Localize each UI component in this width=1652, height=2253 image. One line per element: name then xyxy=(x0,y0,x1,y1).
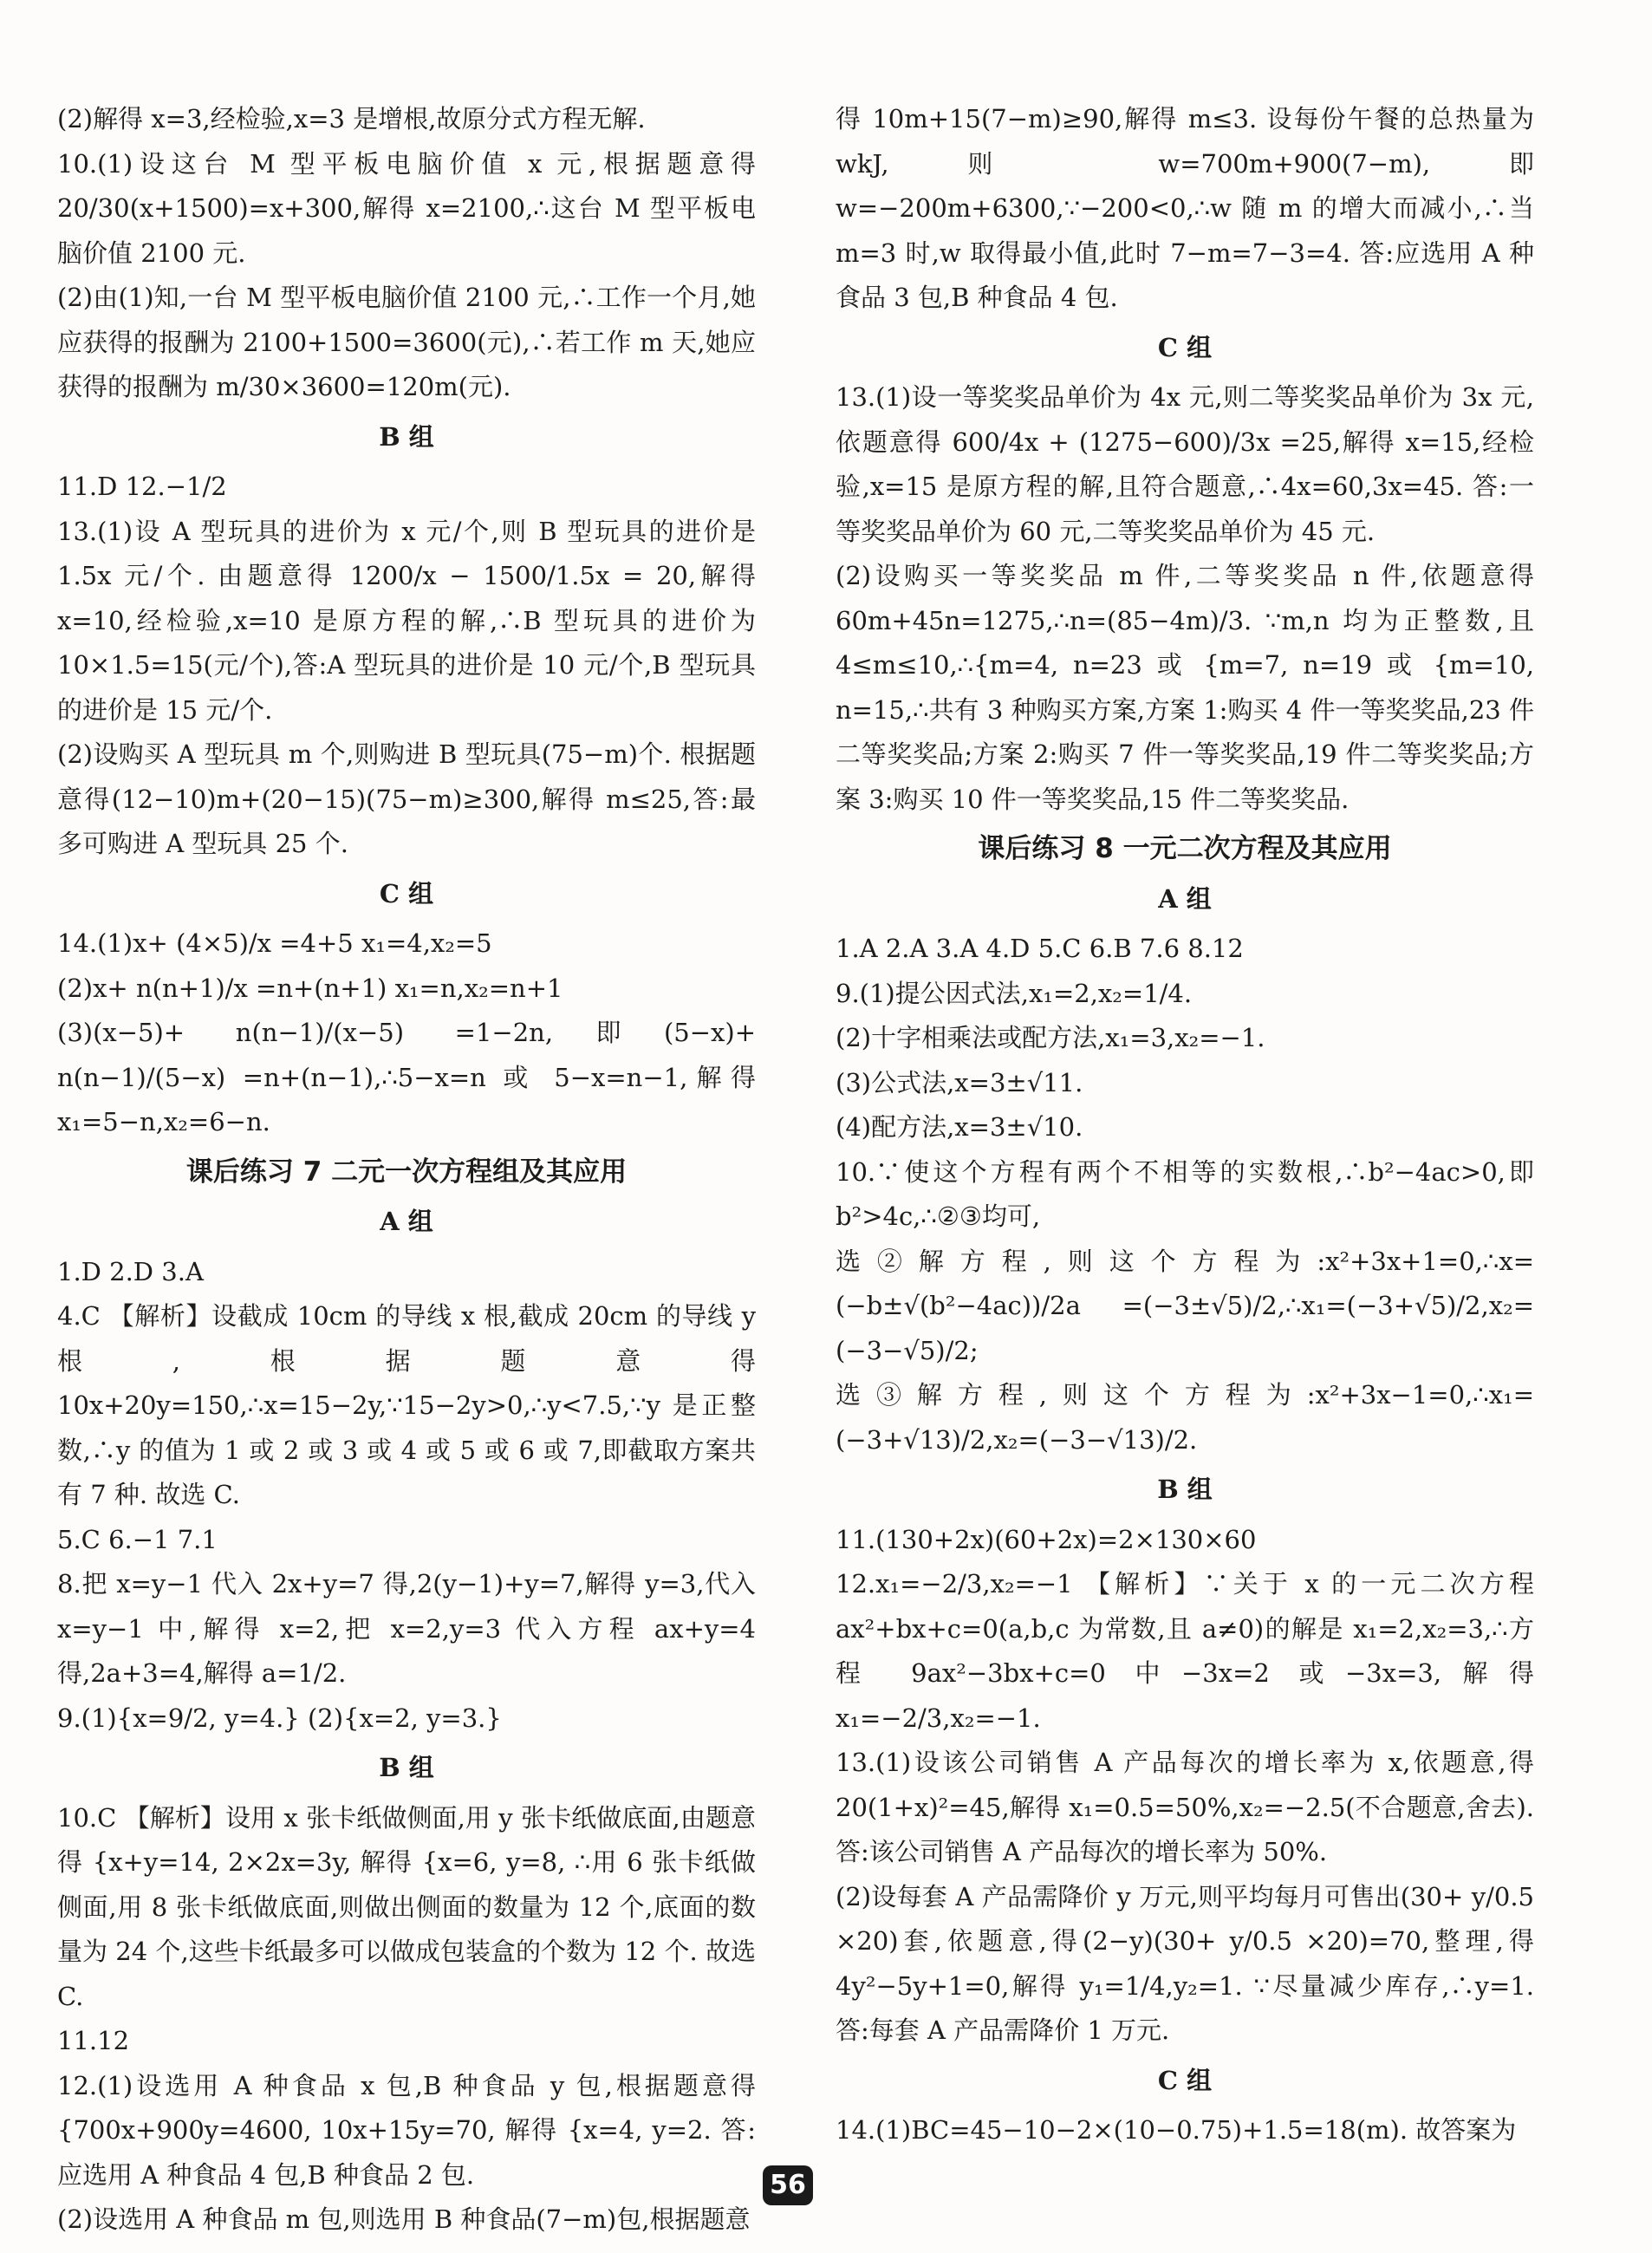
answer-paragraph: 10.C 【解析】设用 x 张卡纸做侧面,用 y 张卡纸做底面,由题意得 {x+y=14, 2×2x=3y, 解得 {x=6, y=8, ∴用 6 张卡纸做侧面,用 8 张卡纸做底面,则做出侧面的数量为 12 个,底面的数量为 24 个,这些卡纸最多可以做成包装盒的个数为 12 个. 故选 C. xyxy=(57,1802,756,2011)
answer-paragraph: (3)(x−5)+ n(n−1)/(x−5) =1−2n,即(5−x)+ n(n−1)/(5−x) =n+(n−1),∴5−x=n 或 5−x=n−1,解得 x₁=5−n,x₂=6−n. xyxy=(57,1018,756,1136)
answer-paragraph: 14.(1)x+ (4×5)/x =4+5 x₁=4,x₂=5 xyxy=(57,928,492,958)
answer-paragraph: 选③解方程,则这个方程为:x²+3x−1=0,∴x₁=(−3+√13)/2,x₂=(−3−√13)/2. xyxy=(836,1380,1534,1455)
answer-paragraph: (2)设每套 A 产品需降价 y 万元,则平均每月可售出(30+ y/0.5 ×20)套,依题意,得(2−y)(30+ y/0.5 ×20)=70,整理,得 4y²−5y+1=0,解得 y₁=1/4,y₂=1. ∵尽量减少库存,∴y=1. 答:每套 A 产品需降价 1 万元. xyxy=(836,1881,1534,2045)
answer-paragraph: (2)设购买一等奖奖品 m 件,二等奖奖品 n 件,依题意得 60m+45n=1275,∴n=(85−4m)/3. ∵m,n 均为正整数,且 4≤m≤10,∴{m=4, n=23 或 {m=7, n=19 或 {m=10, n=15,∴共有 3 种购买方案,方案 1:购买 4 件一等奖奖品,23 件二等奖奖品;方案 2:购买 7 件一等奖奖品,19 件二等奖奖品;方案 3:购买 10 件一等奖奖品,15 件二等奖奖品. xyxy=(836,561,1534,814)
answer-paragraph: 14.(1)BC=45−10−2×(10−0.75)+1.5=18(m). 故答案为 xyxy=(836,2115,1517,2145)
answer-paragraph: 9.(1)提公因式法,x₁=2,x₂=1/4. xyxy=(836,978,1193,1008)
answer-paragraph: (2)x+ n(n+1)/x =n+(n+1) x₁=n,x₂=n+1 xyxy=(57,973,563,1003)
section-title: 课后练习 7 二元一次方程组及其应用 xyxy=(185,1156,628,1188)
answer-paragraph: 12.x₁=−2/3,x₂=−1 【解析】∵关于 x 的一元二次方程 ax²+bx+c=0(a,b,c 为常数,且 a≠0)的解是 x₁=2,x₂=3,∴方程 9ax²−3bx+c=0 中−3x=2 或−3x=3,解得 x₁=−2/3,x₂=−1. xyxy=(836,1569,1534,1733)
group-heading: B 组 xyxy=(379,1753,434,1782)
answer-paragraph: (3)公式法,x=3±√11. xyxy=(836,1067,1083,1097)
answer-paragraph: (2)设选用 A 种食品 m 包,则选用 B 种食品(7−m)包,根据题意 xyxy=(57,2204,751,2234)
group-heading: B 组 xyxy=(379,421,434,452)
answer-paragraph: 得 10m+15(7−m)≥90,解得 m≤3. 设每份午餐的总热量为 wkJ,则 w=700m+900(7−m),即 w=−200m+6300,∵−200<0,∴w 随 m 的增大而减小,∴当 m=3 时,w 取得最小值,此时 7−m=7−3=4. 答:应选用 A 种食品 3 包,B 种食品 4 包. xyxy=(836,104,1534,312)
section-title: 课后练习 8 一元二次方程及其应用 xyxy=(978,833,1392,864)
right-column xyxy=(836,97,1534,2153)
group-heading: A 组 xyxy=(1158,883,1212,914)
answer-paragraph: (4)配方法,x=3±√10. xyxy=(836,1112,1083,1142)
answer-paragraph: 5.C 6.−1 7.1 xyxy=(57,1524,218,1554)
answer-paragraph: 8.把 x=y−1 代入 2x+y=7 得,2(y−1)+y=7,解得 y=3,代入 x=y−1 中,解得 x=2,把 x=2,y=3 代入方程 ax+y=4 得,2a+3=4,解得 a=1/2. xyxy=(57,1569,756,1688)
answer-paragraph: 1.A 2.A 3.A 4.D 5.C 6.B 7.6 8.12 xyxy=(836,934,1244,963)
answer-paragraph: 选②解方程,则这个方程为:x²+3x+1=0,∴x=(−b±√(b²−4ac))/2a =(−3±√5)/2,∴x₁=(−3+√5)/2,x₂=(−3−√5)/2; xyxy=(836,1246,1534,1365)
answer-paragraph: (2)解得 x=3,经检验,x=3 是增根,故原分式方程无解. xyxy=(57,104,646,133)
answer-paragraph: (2)设购买 A 型玩具 m 个,则购进 B 型玩具(75−m)个. 根据题意得(12−10)m+(20−15)(75−m)≥300,解得 m≤25,答:最多可购进 A 型玩具 25 个. xyxy=(57,739,756,858)
answer-paragraph: 13.(1)设该公司销售 A 产品每次的增长率为 x,依题意,得 20(1+x)²=45,解得 x₁=0.5=50%,x₂=−2.5(不合题意,舍去). 答:该公司销售 A 产品每次的增长率为 50%. xyxy=(836,1748,1534,1866)
answer-paragraph: 10.(1)设这台 M 型平板电脑价值 x 元,根据题意得 20/30(x+1500)=x+300,解得 x=2100,∴这台 M 型平板电脑价值 2100 元. xyxy=(57,148,756,268)
answer-paragraph: 13.(1)设 A 型玩具的进价为 x 元/个,则 B 型玩具的进价是 1.5x 元/个. 由题意得 1200/x − 1500/1.5x = 20,解得 x=10,经检验,x=10 是原方程的解,∴B 型玩具的进价为 10×1.5=15(元/个),答:A 型玩具的进价是 10 元/个,B 型玩具的进价是 15 元/个. xyxy=(57,516,756,725)
answer-paragraph: 11.12 xyxy=(57,2026,130,2055)
answer-paragraph: 12.(1)设选用 A 种食品 x 包,B 种食品 y 包,根据题意得 {700x+900y=4600, 10x+15y=70, 解得 {x=4, y=2. 答:应选用 A 种食品 4 包,B 种食品 2 包. xyxy=(57,2070,756,2190)
answer-paragraph: (2)由(1)知,一台 M 型平板电脑价值 2100 元,∴工作一个月,她应获得的报酬为 2100+1500=3600(元),∴若工作 m 天,她应获得的报酬为 m/30×3600=120m(元). xyxy=(57,283,756,401)
group-heading: B 组 xyxy=(1157,1475,1213,1504)
group-heading: C 组 xyxy=(1157,332,1213,362)
group-heading: C 组 xyxy=(379,878,434,908)
answer-paragraph: 9.(1){x=9/2, y=4.} (2){x=2, y=3.} xyxy=(57,1703,502,1733)
answer-paragraph: 1.D 2.D 3.A xyxy=(57,1256,204,1286)
group-heading: C 组 xyxy=(1157,2065,1213,2095)
answer-paragraph: 10.∵使这个方程有两个不相等的实数根,∴b²−4ac>0,即 b²>4c,∴②③均可, xyxy=(836,1156,1534,1231)
answer-paragraph: 11.(130+2x)(60+2x)=2×130×60 xyxy=(836,1524,1257,1554)
left-column xyxy=(57,97,756,2243)
answer-paragraph: 13.(1)设一等奖奖品单价为 4x 元,则二等奖奖品单价为 3x 元,依题意得 600/4x + (1275−600)/3x =25,解得 x=15,经检验,x=15 是原方程的解,且符合题意,∴4x=60,3x=45. 答:一等奖奖品单价为 60 元,二等奖奖品单价为 45 元. xyxy=(836,382,1534,546)
answer-paragraph: 4.C 【解析】设截成 10cm 的导线 x 根,截成 20cm 的导线 y 根,根据题意得 10x+20y=150,∴x=15−2y,∵15−2y>0,∴y<7.5,∵y 是正整数,∴y 的值为 1 或 2 或 3 或 4 或 5 或 6 或 7,即截取方案共有 7 种. 故选 C. xyxy=(57,1301,756,1509)
page-number: 56 xyxy=(763,2165,813,2205)
group-heading: A 组 xyxy=(380,1207,433,1236)
answer-paragraph: (2)十字相乘法或配方法,x₁=3,x₂=−1. xyxy=(836,1023,1265,1052)
answer-paragraph: 11.D 12.−1/2 xyxy=(57,472,227,501)
